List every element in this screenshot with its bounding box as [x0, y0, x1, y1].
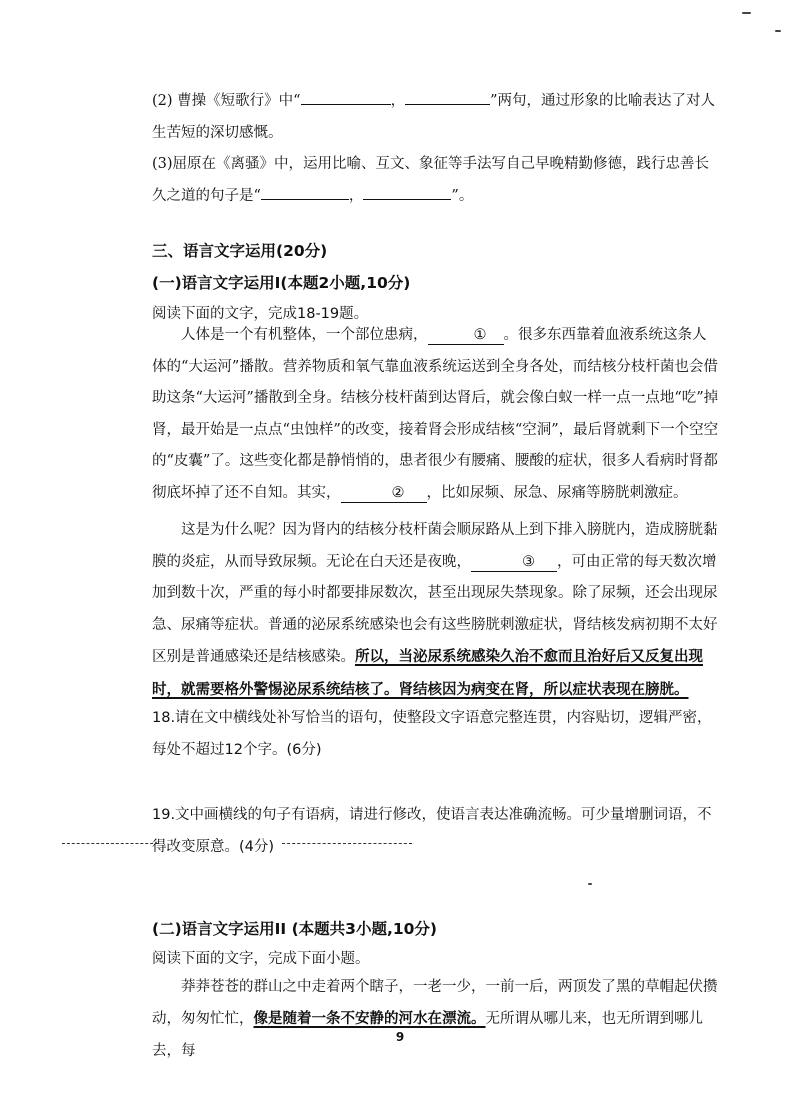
- answer-blank[interactable]: [405, 104, 490, 105]
- question-19: [152, 800, 720, 863]
- subsection-2: [152, 914, 720, 1067]
- passage-paragraph-1: 人体是一个有机整体，一个部位患病， ① 。很多东西靠着血液系统这条人体的“大运河”播散。营养物质和氧气靠血液系统运送到全身各处，而结核分枝杆菌也会借助这条“大运河”播散到全身。结核分枝杆菌到达肾后，就会像白蚁一样一点一点地“吃”掉肾，最开始是一点点“虫蚀样”的改变，接着肾会形成结核“空洞”，最后肾就剩下一个空空的“皮囊”了。这些变化都是静悄悄的，患者很少有腰痛、腰酸的症状，很多人看病时肾都彻底坏掉了还不自知。其实， ② ，比如尿频、尿急、尿痛等膀胱刺激症。: [152, 327, 719, 501]
- scan-speck: [742, 12, 751, 14]
- underlined-sentence: 像是随着一条不安静的河水在漂流。: [253, 1010, 486, 1027]
- question-18: [152, 703, 720, 766]
- answer-blank-3[interactable]: ③: [471, 553, 557, 572]
- answer-blank[interactable]: [301, 104, 391, 105]
- q3-text-2: ”。: [451, 187, 474, 204]
- answer-blank-1[interactable]: ①: [428, 326, 504, 345]
- question-2: [152, 86, 720, 149]
- section-3: [152, 236, 720, 331]
- subsection-2-title: (二)语言文字运用II (本题共3小题,10分): [152, 920, 438, 938]
- scan-speck: [588, 883, 592, 885]
- answer-blank-2[interactable]: ②: [341, 484, 427, 503]
- reading-passage: [152, 320, 720, 706]
- q2-text-2: ”两句，通过形象的比喻表达了对人生苦短的深切感慨。: [152, 93, 715, 141]
- question-18-text: 18.请在文中横线处补写恰当的语句，使整段文字语意完整连贯，内容贴切，逻辑严密，每处不超过12个字。(6分): [152, 710, 712, 758]
- q3-separator: ，: [348, 187, 364, 204]
- q2-separator: ，: [390, 93, 406, 109]
- answer-blank[interactable]: [363, 199, 451, 200]
- underlined-sentence: 所以，当泌尿系统感染久治不愈而且治好后又反复出现时，就需要格外警惕泌尿系统结核了。肾结核因为病变在肾，所以症状表现在膀胱。: [152, 648, 703, 698]
- dashed-line: [62, 843, 158, 844]
- subsection-1-instruction: 阅读下面的文字，完成18-19题。: [152, 306, 369, 322]
- page-number: 9: [395, 1030, 405, 1044]
- subsection-2-instruction: 阅读下面的文字，完成下面小题。: [152, 950, 370, 967]
- subsection-2-passage: 莽莽苍苍的群山之中走着两个瞎子，一老一少，一前一后，两顶发了黑的草帽起伏攒动，匆匆忙忙，像是随着一条不安静的河水在漂流。无所谓从哪儿来，也无所谓到哪儿去，每: [152, 978, 718, 1059]
- passage-paragraph-2: 这是为什么呢？因为肾内的结核分枝杆菌会顺尿路从上到下排入膀胱内，造成膀胱黏膜的炎症，从而导致尿频。无论在白天还是夜晚， ③ ，可由正常的每天数次增加到数十次，严重的每小时都要排尿数次，甚至出现尿失禁现象。除了尿频，还会出现尿急、尿痛等症状。普通的泌尿系统感染也会有这些膀胱刺激症状，肾结核发病初期不太好区别是普通感染还是结核感染。所以，当泌尿系统感染久治不愈而且治好后又反复出现时，就需要格外警惕泌尿系统结核了。肾结核因为病变在肾，所以症状表现在膀胱。: [152, 522, 718, 698]
- scan-speck: [775, 30, 781, 32]
- question-19-text: 19.文中画横线的句子有语病，请进行修改，使语言表达准确流畅。可少量增删词语，不得改变原意。(4分): [152, 807, 712, 855]
- q2-text-1: (2) 曹操《短歌行》中“: [152, 93, 301, 109]
- q3-text-1: (3)屈原在《离骚》中，运用比喻、互文、象征等手法写自己早晚精勤修德，践行忠善长久之道的句子是“: [152, 156, 710, 204]
- answer-blank[interactable]: [261, 199, 349, 200]
- subsection-1-title: (一)语言文字运用Ⅰ(本题2小题,10分): [152, 273, 411, 292]
- dashed-line: [282, 843, 412, 844]
- question-3: [152, 149, 720, 212]
- section-3-title: 三、语言文字运用(20分): [152, 242, 328, 260]
